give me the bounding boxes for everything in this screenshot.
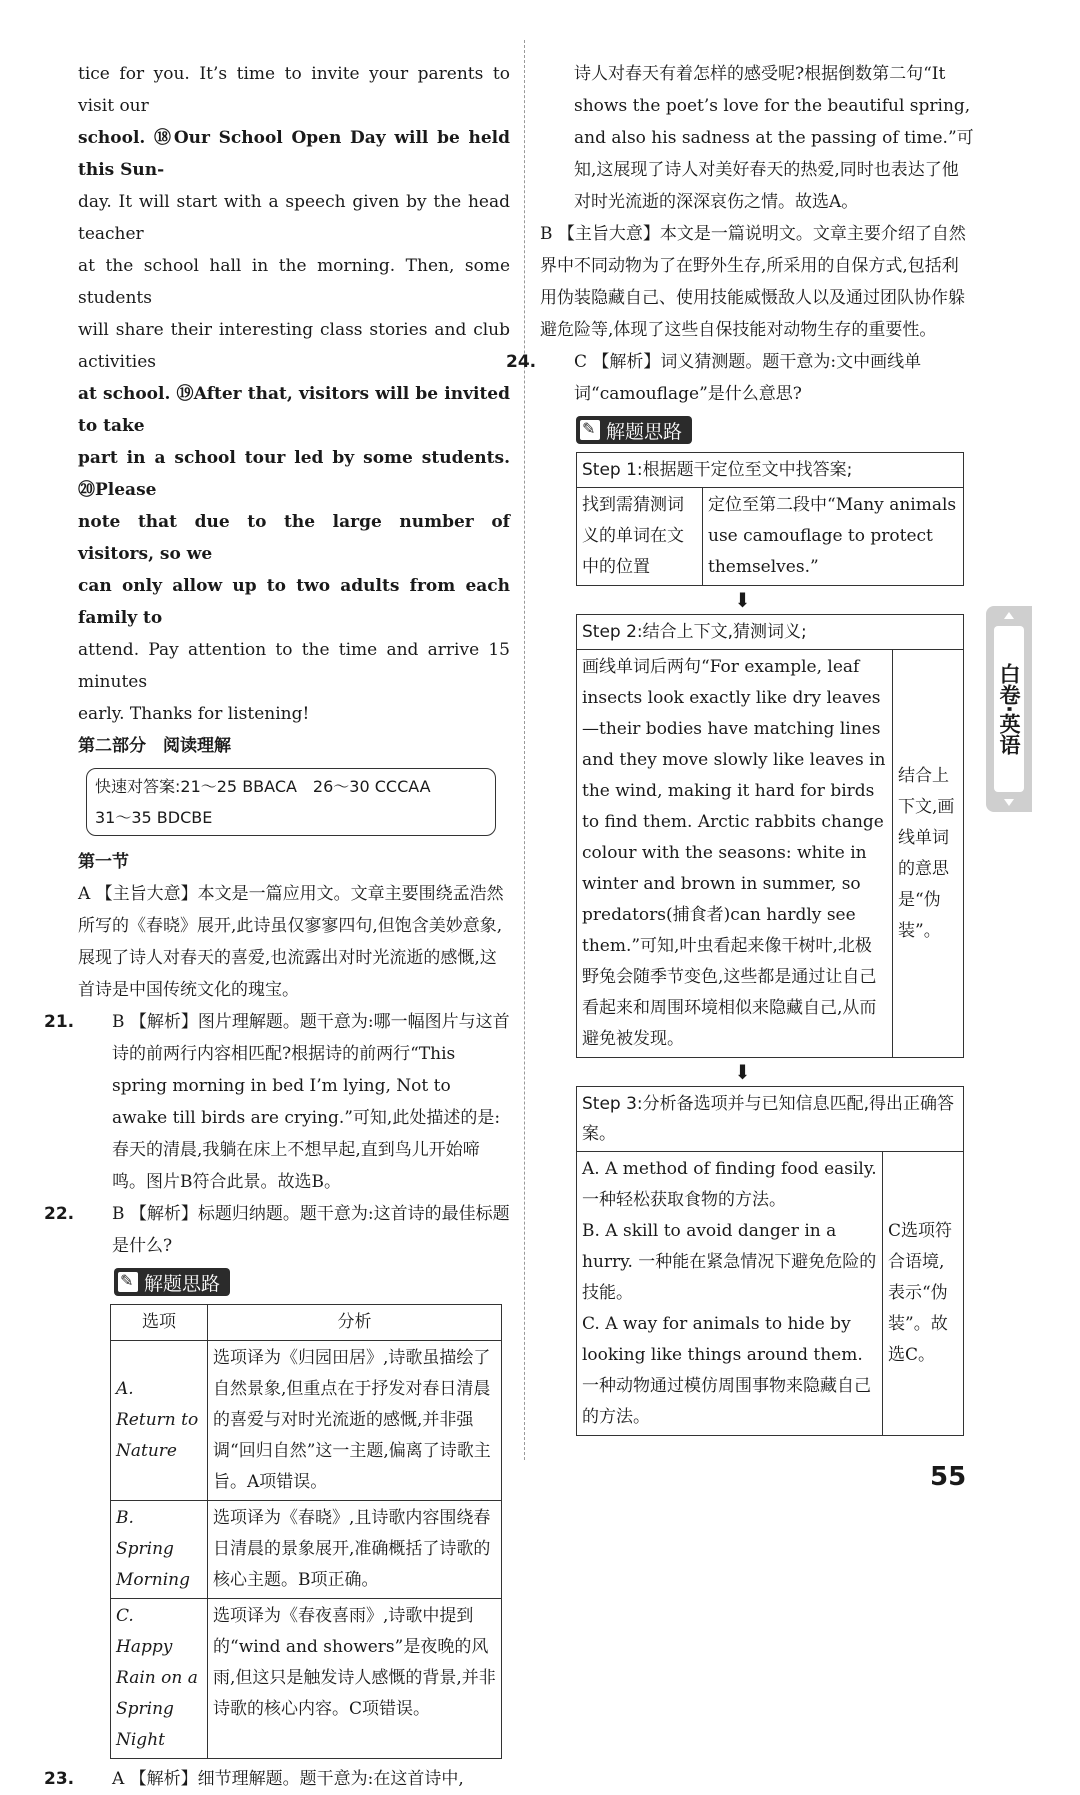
column-divider bbox=[524, 40, 525, 1460]
question-number: 21. bbox=[44, 1012, 75, 1032]
question-number: 24. bbox=[506, 352, 537, 372]
step1-heading: Step 1:根据题干定位至文中找答案; bbox=[577, 453, 963, 488]
quick-answers-line2: 31～35 BDCBE bbox=[95, 808, 213, 827]
passage-b-summary: B 【主旨大意】本文是一篇说明文。文章主要介绍了自然界中不同动物为了在野外生存,所采用的自保方式,包括利用伪装隐藏自己、使用技能威慑敌人以及通过团队协作躲避危险等,体现了这些自保技能对动物生存的重要性。 bbox=[540, 224, 966, 340]
analysis-cell: 选项译为《春晓》,且诗歌内容围绕春日清晨的景象展开,准确概括了诗歌的核心主题。B项正确。 bbox=[208, 1501, 502, 1599]
passage-line: can only allow up to two adults from each family to bbox=[78, 576, 510, 628]
step3-left-cell bbox=[577, 1152, 883, 1435]
table-row bbox=[111, 1501, 502, 1599]
triangle-up-icon bbox=[1004, 612, 1014, 619]
step1-left-cell: 找到需猜测词义的单词在文中的位置 bbox=[577, 488, 703, 585]
question-22 bbox=[44, 1198, 510, 1262]
step3-box bbox=[576, 1086, 964, 1436]
triangle-down-icon bbox=[1004, 799, 1014, 806]
analysis-cell: 选项译为《归园田居》,诗歌虽描绘了自然景象,但重点在于抒发对春日清晨的喜爱与对时光流逝的感慨,并非强调“回归自然”这一主题,偏离了诗歌主旨。A项错误。 bbox=[208, 1341, 502, 1501]
step2-heading: Step 2:结合上下文,猜测词义; bbox=[577, 615, 963, 650]
side-tab bbox=[986, 606, 1032, 812]
passage-line: at school. ⑲After that, visitors will be invited to take bbox=[78, 384, 510, 436]
question-23-continued: 诗人对春天有着怎样的感受呢?根据倒数第二句“It shows the poet’s love for the beautiful spring, and also his sadness at the passing of time.”可知,这展现了诗人对美好春天的热爱,同时也表达了他对时光流逝的深深哀伤之情。故选A。 bbox=[574, 64, 974, 212]
option-line: C. A way for animals to hide by looking like things around them. 一种动物通过模仿周围事物来隐藏自己的方法。 bbox=[582, 1314, 871, 1427]
option-line: B. A skill to avoid danger in a hurry. 一种能在紧急情况下避免危险的技能。 bbox=[582, 1221, 877, 1303]
section-title: 第一节 bbox=[78, 852, 129, 872]
question-24 bbox=[506, 346, 975, 410]
question-number: 23. bbox=[44, 1769, 75, 1789]
question-text: B 【解析】标题归纳题。题干意为:这首诗的最佳标题是什么? bbox=[112, 1204, 510, 1256]
quick-answers-line1: 快速对答案:21～25 BBACA 26～30 CCCAA bbox=[95, 777, 431, 796]
step1-table bbox=[577, 488, 963, 585]
part-title: 第二部分 阅读理解 bbox=[78, 736, 231, 756]
question-text: C 【解析】词义猜测题。题干意为:文中画线单词“camouflage”是什么意思? bbox=[574, 352, 922, 404]
passage-line: note that due to the large number of visitors, so we bbox=[78, 512, 510, 564]
solution-approach-badge bbox=[576, 416, 692, 444]
side-tab-label: 白卷·英语 bbox=[994, 626, 1024, 792]
step2-box bbox=[576, 614, 964, 1058]
analysis-cell: 选项译为《春夜喜雨》,诗歌中提到的“wind and showers”是夜晚的风雨,但这只是触发诗人感慨的背景,并非诗歌的核心内容。C项错误。 bbox=[208, 1599, 502, 1759]
question-text: B 【解析】图片理解题。题干意为:哪一幅图片与这首诗的前两行内容相匹配?根据诗的前两行“This spring morning in bed I’m lying, Not to awake till birds are crying.”可知,此处描述的是:春天的清晨,我躺在床上不想早起,直到鸟儿开始啼鸣。图片B符合此景。故选B。 bbox=[112, 1012, 510, 1192]
step2-left-cell: 画线单词后两句“For example, leaf insects look exactly like dry leaves—their bodies have matching lines and they move slowly like leaves in the wind, making it hard for birds to find them. Arctic rabbits change colour with the seasons: white in winter and brown in summer, so predators(捕食者)can hardly see them.”可知,叶虫看起来像干树叶,北极野兔会随季节变色,这些都是通过让自己看起来和周围环境相似来隐藏自己,从而避免被发现。 bbox=[577, 650, 893, 1057]
badge-label: 解题思路 bbox=[606, 420, 683, 443]
left-column bbox=[44, 58, 510, 1795]
question-text: A 【解析】细节理解题。题干意为:在这首诗中, bbox=[112, 1769, 464, 1789]
pencil-note-icon bbox=[580, 420, 600, 440]
question-23 bbox=[44, 1763, 510, 1795]
passage-a-summary: A 【主旨大意】本文是一篇应用文。文章主要围绕孟浩然所写的《春晓》展开,此诗虽仅寥寥四句,但饱含美妙意象,展现了诗人对春天的喜爱,也流露出对时光流逝的感慨,这首诗是中国传统文化的瑰宝。 bbox=[78, 884, 504, 1000]
table-row bbox=[111, 1599, 502, 1759]
option-cell: A. Return to Nature bbox=[111, 1341, 208, 1501]
step1-right-cell: 定位至第二段中“Many animals use camouflage to protect themselves.” bbox=[703, 488, 964, 585]
table-header: 选项 bbox=[111, 1305, 208, 1341]
passage-line: at the school hall in the morning. Then, some students bbox=[78, 256, 510, 308]
passage-line: school. ⑱Our School Open Day will be held this Sun- bbox=[78, 128, 510, 180]
option-line: A. A method of finding food easily. 一种轻松获取食物的方法。 bbox=[582, 1159, 877, 1210]
quick-answers-box bbox=[86, 768, 496, 836]
question-number: 22. bbox=[44, 1204, 75, 1224]
option-cell: B. Spring Morning bbox=[111, 1501, 208, 1599]
solution-approach-badge bbox=[114, 1268, 230, 1296]
option-cell: C. Happy Rain on a Spring Night bbox=[111, 1599, 208, 1759]
badge-label: 解题思路 bbox=[144, 1272, 221, 1295]
table-row bbox=[111, 1341, 502, 1501]
step3-table bbox=[577, 1152, 963, 1435]
arrow-down-icon: ⬇ bbox=[734, 588, 751, 612]
passage-line: part in a school tour led by some students. ⑳Please bbox=[78, 448, 510, 500]
passage-line: tice for you. It’s time to invite your parents to visit our bbox=[78, 64, 510, 116]
passage bbox=[78, 58, 510, 730]
passage-line: day. It will start with a speech given by the head teacher bbox=[78, 192, 510, 244]
step1-box bbox=[576, 452, 964, 586]
arrow-down-icon: ⬇ bbox=[734, 1060, 751, 1084]
table-header-row bbox=[111, 1305, 502, 1341]
passage-line: early. Thanks for listening! bbox=[78, 704, 310, 724]
step3-right-cell: C选项符合语境,表示“伪装”。故选C。 bbox=[883, 1152, 964, 1435]
right-column bbox=[506, 58, 975, 1436]
analysis-table bbox=[110, 1304, 502, 1759]
step3-heading: Step 3:分析备选项并与已知信息匹配,得出正确答案。 bbox=[577, 1087, 963, 1152]
step2-right-cell: 结合上下文,画线单词的意思是“伪装”。 bbox=[893, 650, 964, 1057]
passage-line: attend. Pay attention to the time and arrive 15 minutes bbox=[78, 640, 510, 692]
table-header: 分析 bbox=[208, 1305, 502, 1341]
passage-line: will share their interesting class stories and club activities bbox=[78, 320, 510, 372]
question-21 bbox=[44, 1006, 510, 1198]
page-number: 55 bbox=[930, 1462, 967, 1492]
pencil-note-icon bbox=[118, 1272, 138, 1292]
step2-table bbox=[577, 650, 963, 1057]
